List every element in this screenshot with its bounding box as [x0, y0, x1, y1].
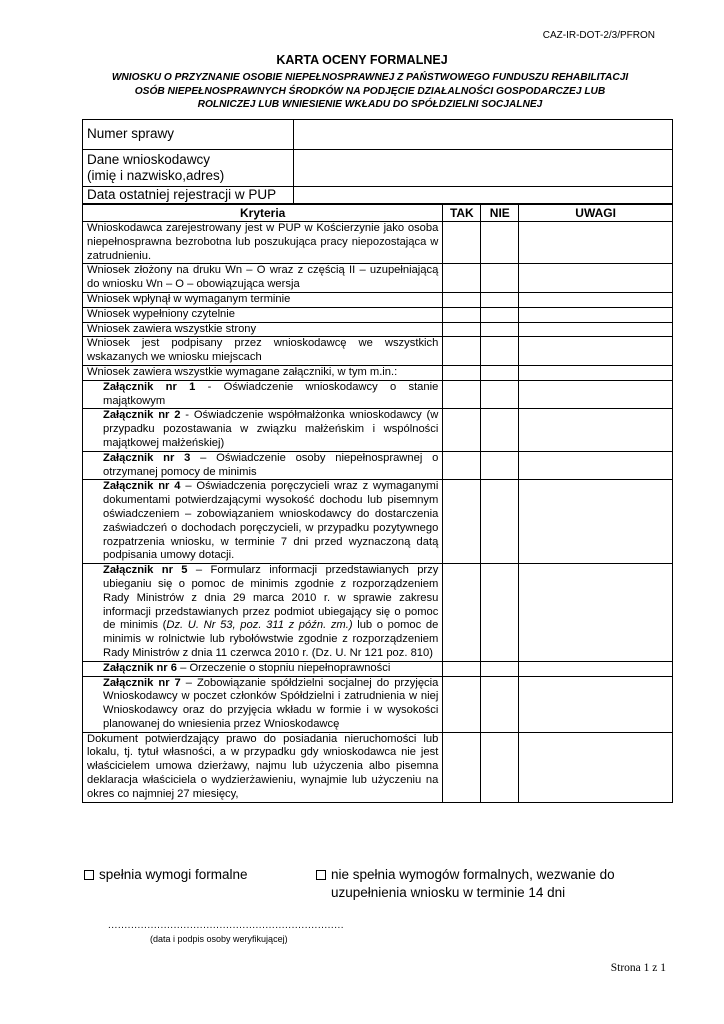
attachment-3-text: – Oświadczenie osoby niepełnosprawnej o otrzymanej pomocy de minimis: [103, 451, 439, 478]
applicant-label-line-2: (imię i nazwisko,adres): [87, 168, 225, 183]
no-cell[interactable]: [481, 480, 519, 564]
no-cell[interactable]: [481, 451, 519, 480]
no-cell[interactable]: [481, 365, 519, 380]
remarks-cell[interactable]: [519, 365, 673, 380]
yes-cell[interactable]: [443, 564, 481, 662]
remarks-cell[interactable]: [519, 380, 673, 409]
table-row: [83, 264, 673, 293]
yes-cell[interactable]: [443, 322, 481, 337]
no-cell[interactable]: [481, 564, 519, 662]
no-cell[interactable]: [481, 337, 519, 366]
attachment-2-label: Załącznik nr 2: [103, 409, 181, 422]
criterion-registered-pup: Wnioskodawca zarejestrowany jest w PUP w Kościerzynie jako osoba niepełnosprawna bezrobotna lub poszukująca pracy niepozostająca w zatrudnieniu.: [83, 222, 443, 264]
remarks-cell[interactable]: [519, 451, 673, 480]
attachment-5-citation: Dz. U. Nr 53, poz. 311 z późn. zm.): [166, 619, 353, 632]
no-cell[interactable]: [481, 264, 519, 293]
yes-cell[interactable]: [443, 380, 481, 409]
checkbox-icon[interactable]: [84, 870, 94, 880]
criterion-all-pages: Wniosek zawiera wszystkie strony: [83, 322, 443, 337]
criterion-attachments: Wniosek zawiera wszystkie wymagane załączniki, w tym m.in.:: [83, 365, 443, 380]
table-row: [83, 380, 673, 409]
attachment-5: [83, 564, 443, 662]
yes-cell[interactable]: [443, 307, 481, 322]
attachment-5-text-1: – Formularz informacji przedstawianych przy ubieganiu się o pomoc de minimis zgodnie z rozporządzeniem Rady Ministrów z dnia 29 marca 2010 r. w sprawie zakresu informacji przedstawianych przez podmiot ubiegający się o pomoc de minimis (: [103, 564, 439, 632]
yes-cell[interactable]: [443, 365, 481, 380]
remarks-cell[interactable]: [519, 264, 673, 293]
no-cell[interactable]: [481, 661, 519, 676]
attachment-6-text: – Orzeczenie o stopniu niepełnoprawności: [177, 661, 391, 674]
attachment-6-label: Załącznik nr 6: [103, 661, 177, 674]
yes-cell[interactable]: [443, 222, 481, 264]
subtitle-line-1: WNIOSKU O PRZYZNANIE OSOBIE NIEPEŁNOSPRAWNEJ Z PAŃSTWOWEGO FUNDUSZU REHABILITACJI: [111, 72, 629, 83]
remarks-cell[interactable]: [519, 337, 673, 366]
attachment-1-label: Załącznik nr 1: [103, 380, 196, 393]
case-number-field[interactable]: [293, 120, 672, 150]
header-remarks: UWAGI: [519, 205, 673, 222]
no-cell[interactable]: [481, 292, 519, 307]
remarks-cell[interactable]: [519, 409, 673, 451]
table-row: [83, 322, 673, 337]
page-subtitle: [80, 71, 660, 112]
criterion-form-wn-o: Wniosek złożony na druku Wn – O wraz z częścią II – uzupełniającą do wniosku Wn – O – obowiązująca wersja: [83, 264, 443, 293]
table-row: [83, 451, 673, 480]
no-cell[interactable]: [481, 307, 519, 322]
remarks-cell[interactable]: [519, 292, 673, 307]
table-row: [83, 337, 673, 366]
not-meets-requirements-label: nie spełnia wymogów formalnych, wezwanie do uzupełnienia wniosku w terminie 14 dni: [331, 867, 615, 900]
applicant-field[interactable]: [293, 150, 672, 187]
attachment-2: [83, 409, 443, 451]
table-row: [83, 307, 673, 322]
table-row: [83, 480, 673, 564]
attachment-5-text-2: lub o pomoc de minimis w rolnictwie lub rybołówstwie zgodnie z rozporządzeniem Rady Ministrów z dnia 11 czerwca 2010 r. (Dz. U. Nr 121 poz. 810): [103, 619, 439, 659]
header-yes: TAK: [443, 205, 481, 222]
signature-line[interactable]: ........................................................................: [108, 920, 345, 931]
attachment-1: [83, 380, 443, 409]
yes-cell[interactable]: [443, 451, 481, 480]
no-cell[interactable]: [481, 676, 519, 732]
table-row: [83, 661, 673, 676]
remarks-cell[interactable]: [519, 564, 673, 662]
table-row: [83, 409, 673, 451]
criterion-legible: Wniosek wypełniony czytelnie: [83, 307, 443, 322]
meets-requirements-option[interactable]: [84, 866, 248, 884]
document-code: CAZ-IR-DOT-2/3/PFRON: [542, 30, 655, 41]
table-row: [83, 365, 673, 380]
criterion-signed: Wniosek jest podpisany przez wnioskodawcę we wszystkich wskazanych we wniosku miejscach: [83, 337, 443, 366]
criterion-property-document: Dokument potwierdzający prawo do posiadania nieruchomości lub lokalu, tj. tytuł własności, a w przypadku gdy wnioskodawca nie jest właścicielem umowa dzierżawy, najmu lub użyczenia albo pisemna deklaracja właściciela o wydzierżawieniu, wynajmie lub użyczeniu na okres co najmniej 27 miesięcy,: [83, 732, 443, 802]
signature-caption: (data i podpis osoby weryfikującej): [150, 934, 288, 944]
attachment-2-text: - Oświadczenie współmałżonka wnioskodawcy (w przypadku pozostawania w związku małżeńskim i wspólności majątkowej małżeńskiej): [103, 409, 439, 449]
remarks-cell[interactable]: [519, 307, 673, 322]
no-cell[interactable]: [481, 222, 519, 264]
remarks-cell[interactable]: [519, 322, 673, 337]
registration-date-label: Data ostatniej rejestracji w PUP: [83, 187, 294, 204]
page-number: Strona 1 z 1: [610, 962, 666, 974]
checkbox-icon[interactable]: [316, 870, 326, 880]
criteria-header-row: [83, 205, 673, 222]
yes-cell[interactable]: [443, 661, 481, 676]
attachment-3-label: Załącznik nr 3: [103, 451, 191, 464]
no-cell[interactable]: [481, 409, 519, 451]
attachment-6: [83, 661, 443, 676]
yes-cell[interactable]: [443, 292, 481, 307]
remarks-cell[interactable]: [519, 480, 673, 564]
case-number-label: Numer sprawy: [83, 120, 294, 150]
applicant-label: [83, 150, 294, 187]
subtitle-line-2: OSÓB NIEPEŁNOSPRAWNYCH ŚRODKÓW NA PODJĘCIE DZIAŁALNOŚCI GOSPODARCZEJ LUB: [134, 85, 606, 97]
not-meets-requirements-option[interactable]: [316, 866, 616, 902]
criterion-deadline: Wniosek wpłynął w wymaganym terminie: [83, 292, 443, 307]
info-table: [82, 119, 673, 204]
attachment-4: [83, 480, 443, 564]
table-row: [83, 564, 673, 662]
yes-cell[interactable]: [443, 480, 481, 564]
attachment-5-label: Załącznik nr 5: [103, 564, 188, 577]
table-row: [83, 292, 673, 307]
attachment-4-text: – Oświadczenia poręczycieli wraz z wymaganymi dokumentami potwierdzającymi wysokość dochodu lub pisemnym oświadczeniem – zobowiązaniem wnioskodawcy do dostarczenia zaświadczeń o dochodach poręczycieli, w przypadku pozytywnego rozpatrzenia wniosku, w terminie 7 dni przed wyznaczoną datą podpisania umowy dotacji.: [103, 480, 439, 562]
remarks-cell[interactable]: [519, 661, 673, 676]
header-no: NIE: [481, 205, 519, 222]
no-cell[interactable]: [481, 322, 519, 337]
yes-cell[interactable]: [443, 264, 481, 293]
table-row: [83, 676, 673, 732]
attachment-4-label: Załącznik nr 4: [103, 480, 181, 493]
table-row: [83, 732, 673, 802]
meets-requirements-label: spełnia wymogi formalne: [99, 867, 248, 882]
criteria-table: [82, 204, 673, 803]
yes-cell[interactable]: [443, 676, 481, 732]
attachment-7-label: Załącznik nr 7: [103, 676, 181, 689]
subtitle-line-3: ROLNICZEJ LUB WNIESIENIE WKŁADU DO SPÓŁDZIELNI SOCJALNEJ: [197, 99, 543, 111]
no-cell[interactable]: [481, 732, 519, 802]
applicant-label-line-1: Dane wnioskodawcy: [87, 152, 211, 167]
yes-cell[interactable]: [443, 337, 481, 366]
attachment-7-text: – Zobowiązanie spółdzielni socjalnej do przyjęcia Wnioskodawcy w poczet członków Spółdzielni i zatrudnienia w niej Wnioskodawcy oraz do przyjęcia wkładu w formie i w wysokości planowanej do wniesienia przez Wnioskodawcę: [103, 676, 439, 730]
page-title: KARTA OCENY FORMALNEJ: [276, 53, 448, 67]
remarks-cell[interactable]: [519, 732, 673, 802]
yes-cell[interactable]: [443, 409, 481, 451]
registration-date-field[interactable]: [293, 187, 672, 204]
header-criteria: Kryteria: [83, 205, 443, 222]
remarks-cell[interactable]: [519, 676, 673, 732]
no-cell[interactable]: [481, 380, 519, 409]
attachment-3: [83, 451, 443, 480]
attachment-1-text: - Oświadczenie wnioskodawcy o stanie majątkowym: [103, 380, 439, 407]
table-row: [83, 222, 673, 264]
yes-cell[interactable]: [443, 732, 481, 802]
attachment-7: [83, 676, 443, 732]
remarks-cell[interactable]: [519, 222, 673, 264]
